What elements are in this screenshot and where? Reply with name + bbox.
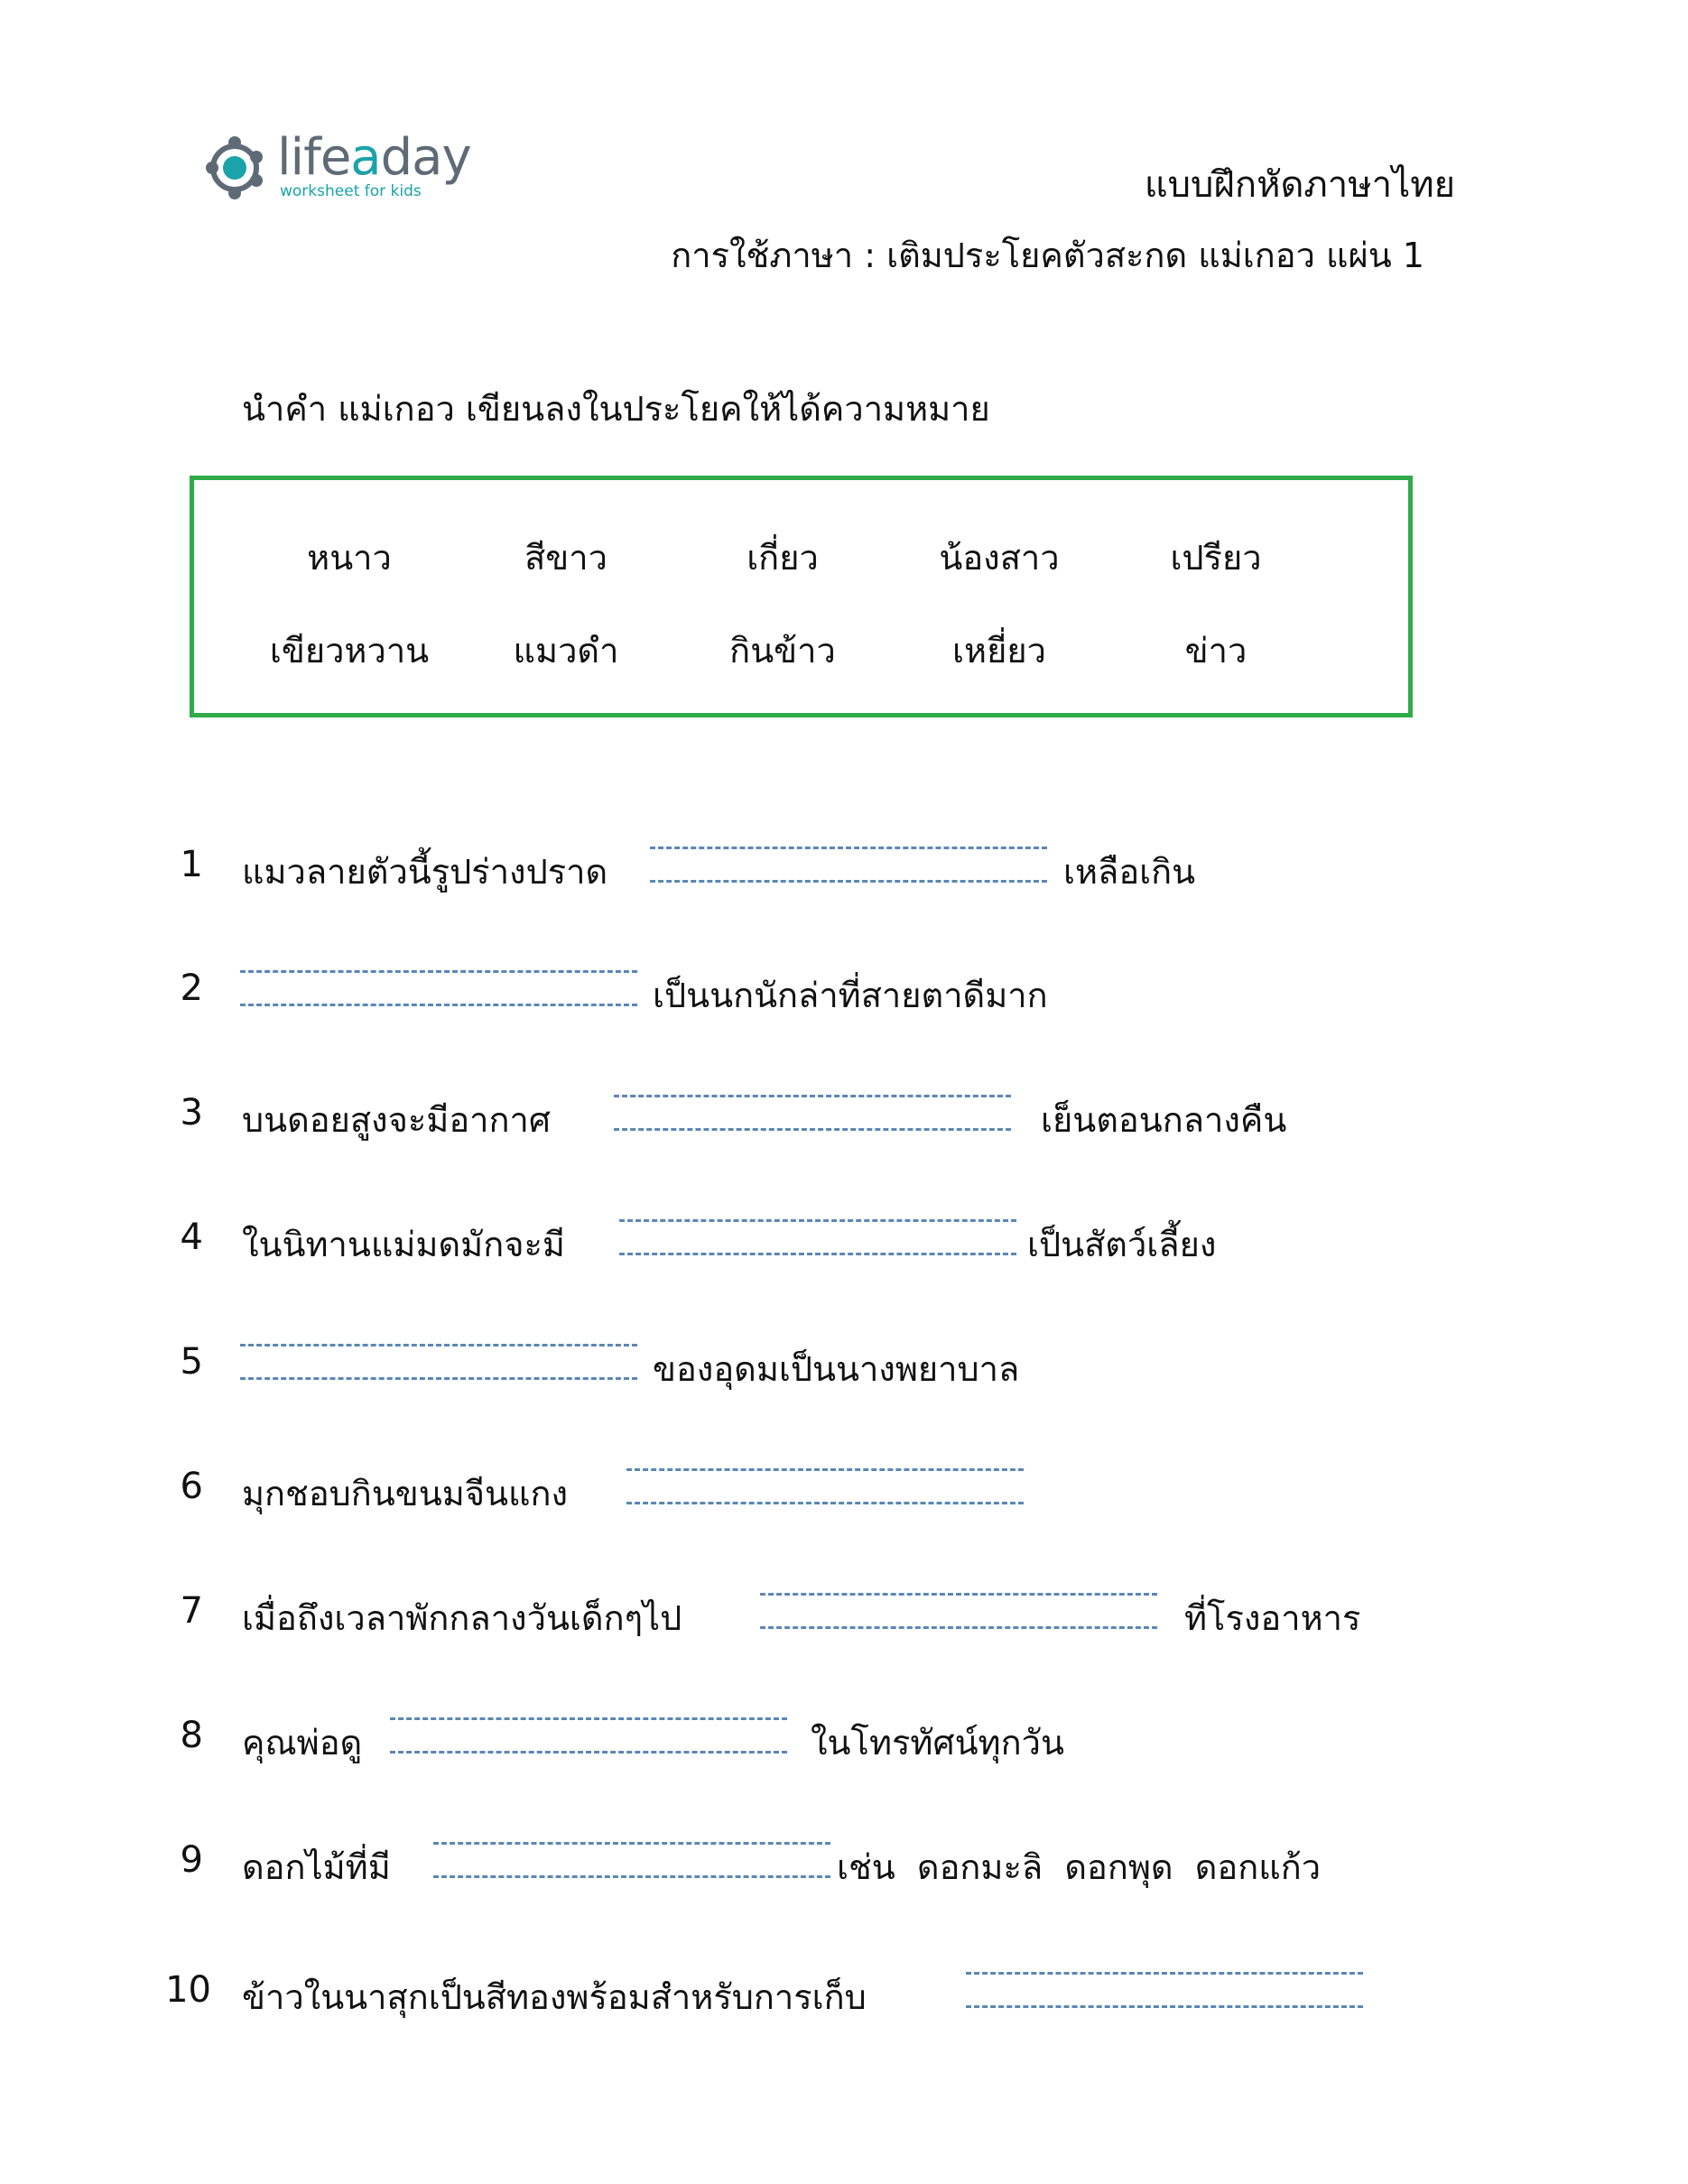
word-bank-item: เกี่ยว [747,538,819,578]
answer-blank[interactable] [626,1468,1024,1504]
exercise-number: 10 [165,1969,211,2011]
logo-wordmark: lifeaday [277,128,471,187]
exercise-number: 2 [180,967,203,1009]
answer-blank[interactable] [433,1842,830,1878]
word-bank-box [190,476,1413,717]
exercise-text-before: แมวลายตัวนี้รูปร่างปราด [242,852,608,892]
exercise-text-before: ดอกไม้ที่มี [242,1847,391,1887]
exercise-text-after: เหลือเกิน [1063,852,1196,892]
answer-blank[interactable] [240,970,637,1006]
exercise-number: 8 [180,1715,203,1756]
logo-tagline: worksheet for kids [280,182,422,200]
answer-blank[interactable] [760,1593,1157,1629]
exercise-text-after: เย็นตอนกลางคืน [1041,1100,1287,1140]
worksheet-subtitle: การใช้ภาษา : เติมประโยคตัวสะกด แม่เกอว แผ่น 1 [671,236,1424,275]
answer-blank[interactable] [614,1095,1011,1131]
word-bank-item: สีขาว [524,538,607,578]
word-bank-item: กินข้าว [729,631,836,671]
exercise-text-before: มุกชอบกินขนมจีนแกง [242,1474,569,1513]
exercise-text-before: เมื่อถึงเวลาพักกลางวันเด็กๆไป [242,1598,682,1638]
word-bank-item: น้องสาว [939,538,1060,578]
exercise-number: 1 [180,844,203,885]
exercise-text-after: เป็นสัตว์เลี้ยง [1027,1225,1217,1264]
answer-blank[interactable] [650,847,1047,883]
word-bank-item: เหยี่ยว [952,631,1046,671]
exercise-text-before: ข้าวในนาสุกเป็นสีทองพร้อมสำหรับการเก็บ [242,1977,867,2017]
logo [200,126,471,208]
word-bank-item: หนาว [307,538,392,578]
exercise-number: 5 [180,1341,203,1383]
worksheet-title: แบบฝึกหัดภาษาไทย [1144,164,1455,206]
exercise-text-before: คุณพ่อดู [242,1723,363,1763]
exercise-number: 6 [180,1466,203,1507]
exercise-text-after: เป็นนกนักล่าที่สายตาดีมาก [653,976,1048,1015]
exercise-number: 4 [180,1217,203,1258]
exercise-number: 7 [180,1590,203,1632]
word-bank-item: แมวดำ [513,631,619,671]
exercise-number: 9 [180,1839,203,1881]
exercise-text-after: เช่น ดอกมะลิ ดอกพุด ดอกแก้ว [837,1847,1322,1887]
word-bank-item: เขียวหวาน [269,631,430,671]
exercise-text-after: ของอุดมเป็นนางพยาบาล [653,1349,1020,1389]
exercise-text-before: ในนิทานแม่มดมักจะมี [242,1225,565,1264]
exercise-text-after: ในโทรทัศน์ทุกวัน [811,1723,1064,1763]
answer-blank[interactable] [240,1344,637,1380]
word-bank-item: เปรียว [1170,538,1262,578]
exercise-text-before: บนดอยสูงจะมีอากาศ [242,1100,551,1140]
instruction-text: นำคำ แม่เกอว เขียนลงในประโยคให้ได้ความหมาย [242,389,990,429]
word-bank-item: ข่าว [1184,631,1247,671]
answer-blank[interactable] [966,1972,1363,2008]
answer-blank[interactable] [619,1219,1016,1255]
exercise-number: 3 [180,1092,203,1134]
exercise-text-after: ที่โรงอาหาร [1184,1598,1361,1638]
logo-icon [200,132,273,204]
answer-blank[interactable] [390,1717,787,1754]
